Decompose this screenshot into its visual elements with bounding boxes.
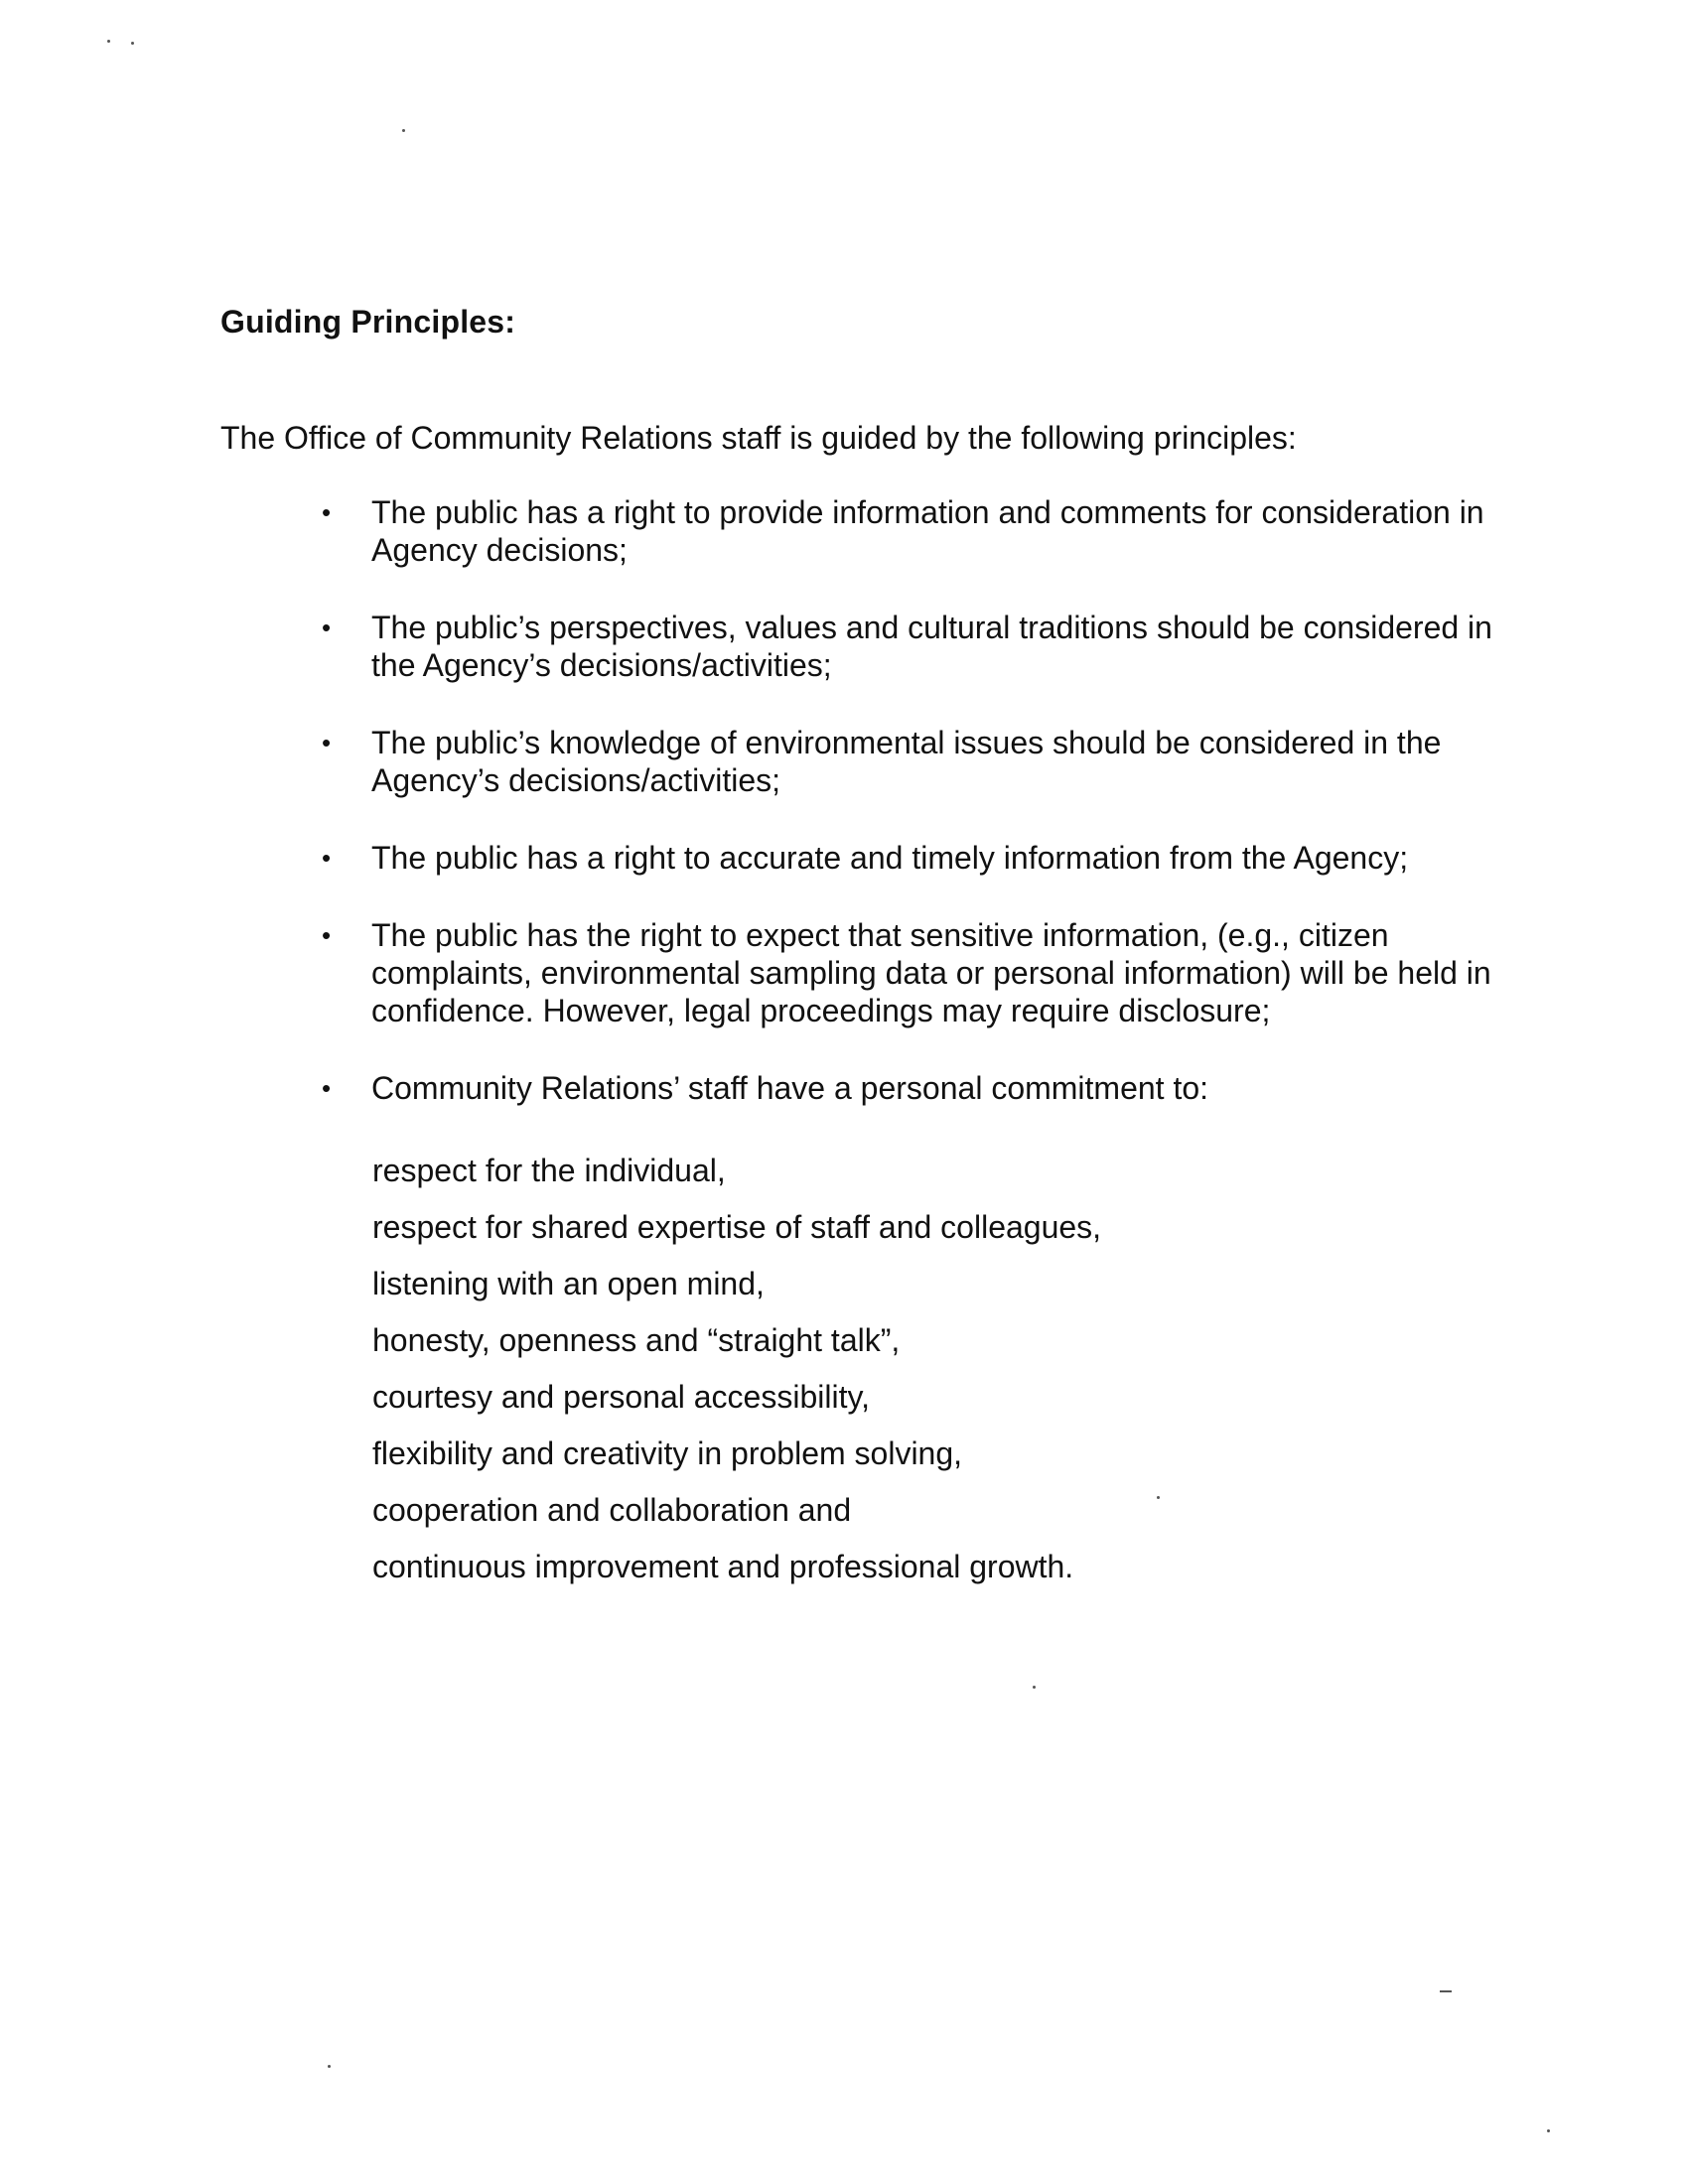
commitment-item: listening with an open mind, — [372, 1266, 765, 1301]
bullet-icon: • — [322, 843, 332, 873]
principle-text: The public’s perspectives, values and cultural traditions should be considered in the Agency’s decisions/activities; — [371, 610, 1492, 683]
commitment-item: continuous improvement and professional growth. — [372, 1549, 1074, 1584]
principle-text: The public has a right to accurate and timely information from the Agency; — [371, 840, 1409, 876]
principle-text: The public’s knowledge of environmental issues should be considered in the Agency’s decisions/activities; — [371, 725, 1442, 798]
principle-item — [320, 609, 1511, 684]
scan-speck — [107, 40, 110, 43]
commitment-item: courtesy and personal accessibility, — [372, 1379, 870, 1415]
bullet-icon: • — [322, 497, 332, 527]
commitment-item: cooperation and collaboration and — [372, 1492, 852, 1528]
scan-speck — [131, 42, 134, 45]
scan-speck — [1440, 1990, 1452, 1992]
bullet-icon: • — [322, 920, 332, 950]
commitment-item: respect for shared expertise of staff and colleagues, — [372, 1209, 1102, 1245]
commitments-list — [372, 1143, 1101, 1595]
principle-item — [320, 916, 1511, 1029]
principle-item — [320, 493, 1511, 569]
scan-speck — [1547, 2129, 1550, 2132]
principle-item — [320, 839, 1511, 877]
principle-text: The public has the right to expect that sensitive information, (e.g., citizen complaints, environmental sampling data or personal information) will be held in confidence. However, legal proceedings may require disclosure; — [371, 917, 1491, 1028]
page-heading: Guiding Principles: — [220, 304, 516, 340]
principle-text: Community Relations’ staff have a personal commitment to: — [371, 1070, 1209, 1106]
bullet-icon: • — [322, 728, 332, 757]
intro-paragraph: The Office of Community Relations staff is guided by the following principles: — [220, 420, 1297, 456]
principle-item — [320, 724, 1511, 799]
bullet-icon: • — [322, 613, 332, 642]
scan-speck — [402, 129, 405, 132]
commitment-item: honesty, openness and “straight talk”, — [372, 1322, 901, 1358]
principle-text: The public has a right to provide information and comments for consideration in Agency decisions; — [371, 494, 1484, 568]
principles-list — [320, 493, 1511, 1147]
scan-speck — [1033, 1686, 1036, 1689]
bullet-icon: • — [322, 1073, 332, 1103]
scan-speck — [328, 2065, 331, 2068]
commitment-item: flexibility and creativity in problem solving, — [372, 1435, 963, 1471]
commitment-item: respect for the individual, — [372, 1153, 726, 1188]
scan-speck — [1157, 1496, 1160, 1499]
principle-item — [320, 1069, 1511, 1107]
